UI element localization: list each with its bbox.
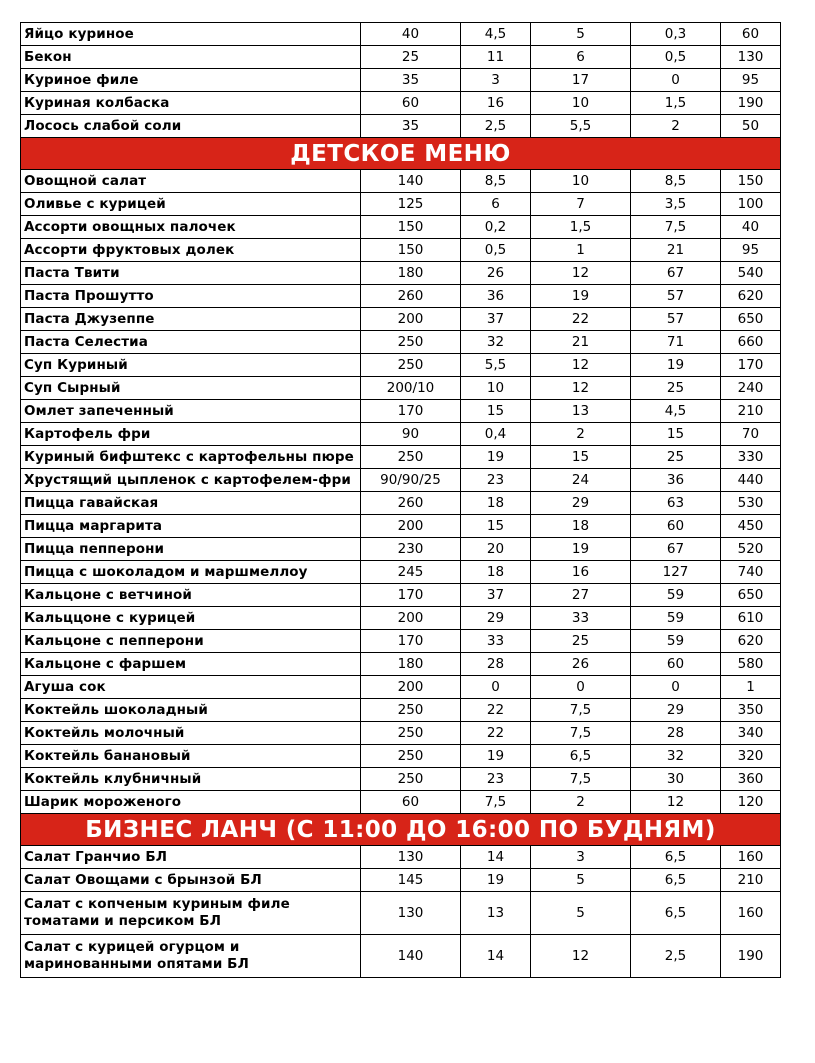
cell-weight: 90 — [361, 423, 461, 446]
cell-fat: 15 — [531, 446, 631, 469]
cell-weight: 130 — [361, 892, 461, 935]
cell-protein: 8,5 — [461, 170, 531, 193]
dish-name: Кальцоне с ветчиной — [21, 584, 361, 607]
dish-name: Кальцоне с пепперони — [21, 630, 361, 653]
table-row — [21, 768, 781, 791]
cell-weight: 125 — [361, 193, 461, 216]
table-row — [21, 722, 781, 745]
cell-calories: 520 — [721, 538, 781, 561]
table-row — [21, 400, 781, 423]
cell-protein: 36 — [461, 285, 531, 308]
dish-name: Салат Гранчио БЛ — [21, 846, 361, 869]
cell-protein: 23 — [461, 469, 531, 492]
table-row — [21, 262, 781, 285]
cell-weight: 130 — [361, 846, 461, 869]
cell-protein: 19 — [461, 446, 531, 469]
cell-calories: 740 — [721, 561, 781, 584]
cell-calories: 620 — [721, 630, 781, 653]
table-row — [21, 653, 781, 676]
cell-carbs: 2 — [631, 115, 721, 138]
table-row — [21, 285, 781, 308]
cell-calories: 450 — [721, 515, 781, 538]
dish-name: Хрустящий цыпленок с картофелем-фри — [21, 469, 361, 492]
cell-protein: 18 — [461, 492, 531, 515]
cell-fat: 1,5 — [531, 216, 631, 239]
table-row — [21, 46, 781, 69]
cell-fat: 22 — [531, 308, 631, 331]
cell-fat: 7,5 — [531, 722, 631, 745]
cell-calories: 610 — [721, 607, 781, 630]
cell-carbs: 6,5 — [631, 892, 721, 935]
cell-protein: 29 — [461, 607, 531, 630]
dish-name: Пицца пепперони — [21, 538, 361, 561]
dish-name: Куриный бифштекс с картофельны пюре — [21, 446, 361, 469]
table-row — [21, 69, 781, 92]
cell-protein: 6 — [461, 193, 531, 216]
cell-weight: 40 — [361, 23, 461, 46]
dish-name: Пицца маргарита — [21, 515, 361, 538]
cell-fat: 1 — [531, 239, 631, 262]
section-title: БИЗНЕС ЛАНЧ (С 11:00 ДО 16:00 ПО БУДНЯМ) — [21, 814, 781, 846]
cell-carbs: 30 — [631, 768, 721, 791]
dish-name: Коктейль клубничный — [21, 768, 361, 791]
table-row — [21, 561, 781, 584]
cell-calories: 320 — [721, 745, 781, 768]
cell-protein: 18 — [461, 561, 531, 584]
cell-fat: 5 — [531, 23, 631, 46]
cell-carbs: 59 — [631, 607, 721, 630]
dish-name: Пицца с шоколадом и маршмеллоу — [21, 561, 361, 584]
cell-protein: 22 — [461, 722, 531, 745]
cell-protein: 14 — [461, 846, 531, 869]
cell-calories: 190 — [721, 935, 781, 978]
cell-carbs: 67 — [631, 538, 721, 561]
cell-protein: 13 — [461, 892, 531, 935]
cell-carbs: 6,5 — [631, 846, 721, 869]
dish-name: Салат с курицей огурцом и маринованными опятами БЛ — [21, 935, 361, 978]
cell-protein: 7,5 — [461, 791, 531, 814]
cell-weight: 250 — [361, 446, 461, 469]
cell-calories: 540 — [721, 262, 781, 285]
cell-protein: 10 — [461, 377, 531, 400]
cell-protein: 11 — [461, 46, 531, 69]
cell-protein: 4,5 — [461, 23, 531, 46]
cell-protein: 19 — [461, 869, 531, 892]
dish-name: Омлет запеченный — [21, 400, 361, 423]
cell-protein: 0,5 — [461, 239, 531, 262]
table-row — [21, 239, 781, 262]
cell-carbs: 6,5 — [631, 869, 721, 892]
cell-carbs: 59 — [631, 584, 721, 607]
dish-name: Бекон — [21, 46, 361, 69]
table-row — [21, 377, 781, 400]
table-row — [21, 846, 781, 869]
table-row — [21, 935, 781, 978]
cell-calories: 130 — [721, 46, 781, 69]
cell-protein: 28 — [461, 653, 531, 676]
cell-weight: 140 — [361, 935, 461, 978]
cell-fat: 10 — [531, 170, 631, 193]
table-row — [21, 869, 781, 892]
cell-carbs: 7,5 — [631, 216, 721, 239]
section-header-row — [21, 138, 781, 170]
table-row — [21, 469, 781, 492]
cell-fat: 7 — [531, 193, 631, 216]
table-row — [21, 216, 781, 239]
cell-weight: 60 — [361, 92, 461, 115]
cell-fat: 19 — [531, 538, 631, 561]
cell-protein: 22 — [461, 699, 531, 722]
cell-fat: 2 — [531, 791, 631, 814]
cell-weight: 140 — [361, 170, 461, 193]
cell-weight: 250 — [361, 768, 461, 791]
cell-weight: 250 — [361, 745, 461, 768]
cell-fat: 19 — [531, 285, 631, 308]
cell-carbs: 8,5 — [631, 170, 721, 193]
cell-fat: 5,5 — [531, 115, 631, 138]
cell-fat: 27 — [531, 584, 631, 607]
cell-calories: 170 — [721, 354, 781, 377]
dish-name: Кальцоне с фаршем — [21, 653, 361, 676]
cell-weight: 200/10 — [361, 377, 461, 400]
cell-protein: 19 — [461, 745, 531, 768]
dish-name: Картофель фри — [21, 423, 361, 446]
cell-fat: 6 — [531, 46, 631, 69]
cell-weight: 145 — [361, 869, 461, 892]
cell-weight: 250 — [361, 722, 461, 745]
table-row — [21, 630, 781, 653]
cell-fat: 7,5 — [531, 768, 631, 791]
cell-carbs: 4,5 — [631, 400, 721, 423]
cell-carbs: 127 — [631, 561, 721, 584]
cell-protein: 37 — [461, 584, 531, 607]
cell-weight: 200 — [361, 676, 461, 699]
section-header-row — [21, 814, 781, 846]
cell-fat: 10 — [531, 92, 631, 115]
dish-name: Лосось слабой соли — [21, 115, 361, 138]
cell-calories: 210 — [721, 400, 781, 423]
cell-weight: 170 — [361, 630, 461, 653]
cell-weight: 245 — [361, 561, 461, 584]
cell-calories: 340 — [721, 722, 781, 745]
cell-carbs: 57 — [631, 308, 721, 331]
table-row — [21, 354, 781, 377]
cell-calories: 650 — [721, 584, 781, 607]
cell-carbs: 60 — [631, 515, 721, 538]
dish-name: Ассорти фруктовых долек — [21, 239, 361, 262]
cell-protein: 16 — [461, 92, 531, 115]
cell-protein: 23 — [461, 768, 531, 791]
dish-name: Паста Селестиа — [21, 331, 361, 354]
cell-weight: 230 — [361, 538, 461, 561]
cell-calories: 150 — [721, 170, 781, 193]
cell-protein: 0,2 — [461, 216, 531, 239]
cell-weight: 250 — [361, 331, 461, 354]
cell-carbs: 67 — [631, 262, 721, 285]
table-row — [21, 170, 781, 193]
cell-calories: 440 — [721, 469, 781, 492]
cell-weight: 180 — [361, 653, 461, 676]
cell-weight: 200 — [361, 308, 461, 331]
dish-name: Кальццоне с курицей — [21, 607, 361, 630]
cell-weight: 180 — [361, 262, 461, 285]
cell-fat: 21 — [531, 331, 631, 354]
dish-name: Коктейль банановый — [21, 745, 361, 768]
cell-calories: 350 — [721, 699, 781, 722]
table-row — [21, 791, 781, 814]
cell-weight: 35 — [361, 69, 461, 92]
table-row — [21, 538, 781, 561]
cell-calories: 160 — [721, 846, 781, 869]
cell-calories: 50 — [721, 115, 781, 138]
cell-weight: 260 — [361, 285, 461, 308]
cell-fat: 5 — [531, 869, 631, 892]
cell-weight: 170 — [361, 400, 461, 423]
cell-protein: 0 — [461, 676, 531, 699]
cell-weight: 260 — [361, 492, 461, 515]
cell-fat: 12 — [531, 377, 631, 400]
cell-calories: 40 — [721, 216, 781, 239]
dish-name: Суп Куриный — [21, 354, 361, 377]
nutrition-table-sheet — [20, 22, 780, 978]
cell-weight: 250 — [361, 699, 461, 722]
cell-carbs: 21 — [631, 239, 721, 262]
cell-fat: 16 — [531, 561, 631, 584]
nutrition-table — [20, 22, 781, 978]
cell-fat: 7,5 — [531, 699, 631, 722]
cell-weight: 200 — [361, 607, 461, 630]
cell-calories: 95 — [721, 239, 781, 262]
table-row — [21, 607, 781, 630]
cell-carbs: 32 — [631, 745, 721, 768]
dish-name: Паста Джузеппе — [21, 308, 361, 331]
cell-protein: 15 — [461, 400, 531, 423]
cell-calories: 60 — [721, 23, 781, 46]
dish-name: Оливье с курицей — [21, 193, 361, 216]
dish-name: Суп Сырный — [21, 377, 361, 400]
cell-fat: 2 — [531, 423, 631, 446]
cell-protein: 14 — [461, 935, 531, 978]
table-row — [21, 423, 781, 446]
cell-carbs: 0,3 — [631, 23, 721, 46]
cell-fat: 25 — [531, 630, 631, 653]
cell-fat: 24 — [531, 469, 631, 492]
cell-carbs: 36 — [631, 469, 721, 492]
cell-weight: 90/90/25 — [361, 469, 461, 492]
cell-carbs: 71 — [631, 331, 721, 354]
cell-carbs: 2,5 — [631, 935, 721, 978]
cell-protein: 26 — [461, 262, 531, 285]
table-row — [21, 92, 781, 115]
table-row — [21, 745, 781, 768]
cell-weight: 250 — [361, 354, 461, 377]
cell-fat: 26 — [531, 653, 631, 676]
cell-weight: 170 — [361, 584, 461, 607]
cell-carbs: 60 — [631, 653, 721, 676]
cell-protein: 15 — [461, 515, 531, 538]
cell-carbs: 0 — [631, 676, 721, 699]
dish-name: Яйцо куриное — [21, 23, 361, 46]
table-row — [21, 676, 781, 699]
table-row — [21, 699, 781, 722]
table-row — [21, 892, 781, 935]
cell-fat: 6,5 — [531, 745, 631, 768]
table-row — [21, 331, 781, 354]
cell-calories: 95 — [721, 69, 781, 92]
cell-calories: 620 — [721, 285, 781, 308]
cell-carbs: 12 — [631, 791, 721, 814]
cell-weight: 25 — [361, 46, 461, 69]
dish-name: Ассорти овощных палочек — [21, 216, 361, 239]
cell-carbs: 59 — [631, 630, 721, 653]
cell-weight: 35 — [361, 115, 461, 138]
dish-name: Паста Твити — [21, 262, 361, 285]
cell-calories: 530 — [721, 492, 781, 515]
dish-name: Куриная колбаска — [21, 92, 361, 115]
cell-carbs: 19 — [631, 354, 721, 377]
cell-protein: 0,4 — [461, 423, 531, 446]
dish-name: Овощной салат — [21, 170, 361, 193]
cell-protein: 5,5 — [461, 354, 531, 377]
cell-calories: 580 — [721, 653, 781, 676]
cell-carbs: 0 — [631, 69, 721, 92]
cell-calories: 360 — [721, 768, 781, 791]
cell-fat: 3 — [531, 846, 631, 869]
cell-calories: 240 — [721, 377, 781, 400]
cell-fat: 12 — [531, 354, 631, 377]
cell-carbs: 0,5 — [631, 46, 721, 69]
cell-calories: 100 — [721, 193, 781, 216]
cell-calories: 210 — [721, 869, 781, 892]
cell-carbs: 15 — [631, 423, 721, 446]
cell-protein: 33 — [461, 630, 531, 653]
cell-calories: 190 — [721, 92, 781, 115]
cell-weight: 150 — [361, 239, 461, 262]
cell-fat: 18 — [531, 515, 631, 538]
cell-weight: 150 — [361, 216, 461, 239]
cell-calories: 160 — [721, 892, 781, 935]
cell-calories: 660 — [721, 331, 781, 354]
dish-name: Шарик мороженого — [21, 791, 361, 814]
cell-carbs: 3,5 — [631, 193, 721, 216]
dish-name: Паста Прошутто — [21, 285, 361, 308]
nutrition-table-body — [21, 23, 781, 978]
cell-carbs: 29 — [631, 699, 721, 722]
dish-name: Куриное филе — [21, 69, 361, 92]
table-row — [21, 193, 781, 216]
table-row — [21, 492, 781, 515]
table-row — [21, 515, 781, 538]
cell-fat: 29 — [531, 492, 631, 515]
cell-calories: 330 — [721, 446, 781, 469]
cell-carbs: 63 — [631, 492, 721, 515]
dish-name: Салат Овощами с брынзой БЛ — [21, 869, 361, 892]
cell-fat: 13 — [531, 400, 631, 423]
cell-calories: 1 — [721, 676, 781, 699]
dish-name: Агуша сок — [21, 676, 361, 699]
table-row — [21, 115, 781, 138]
dish-name: Коктейль шоколадный — [21, 699, 361, 722]
dish-name: Коктейль молочный — [21, 722, 361, 745]
cell-fat: 0 — [531, 676, 631, 699]
table-row — [21, 446, 781, 469]
cell-carbs: 28 — [631, 722, 721, 745]
cell-protein: 20 — [461, 538, 531, 561]
cell-carbs: 25 — [631, 446, 721, 469]
table-row — [21, 23, 781, 46]
cell-fat: 5 — [531, 892, 631, 935]
cell-protein: 37 — [461, 308, 531, 331]
cell-protein: 3 — [461, 69, 531, 92]
cell-calories: 70 — [721, 423, 781, 446]
cell-carbs: 25 — [631, 377, 721, 400]
cell-calories: 650 — [721, 308, 781, 331]
cell-calories: 120 — [721, 791, 781, 814]
dish-name: Пицца гавайская — [21, 492, 361, 515]
table-row — [21, 308, 781, 331]
cell-carbs: 1,5 — [631, 92, 721, 115]
cell-weight: 60 — [361, 791, 461, 814]
table-row — [21, 584, 781, 607]
cell-carbs: 57 — [631, 285, 721, 308]
cell-protein: 32 — [461, 331, 531, 354]
cell-protein: 2,5 — [461, 115, 531, 138]
cell-fat: 12 — [531, 262, 631, 285]
section-title: ДЕТСКОЕ МЕНЮ — [21, 138, 781, 170]
dish-name: Салат с копченым куриным филе томатами и персиком БЛ — [21, 892, 361, 935]
cell-fat: 12 — [531, 935, 631, 978]
cell-fat: 33 — [531, 607, 631, 630]
cell-weight: 200 — [361, 515, 461, 538]
cell-fat: 17 — [531, 69, 631, 92]
